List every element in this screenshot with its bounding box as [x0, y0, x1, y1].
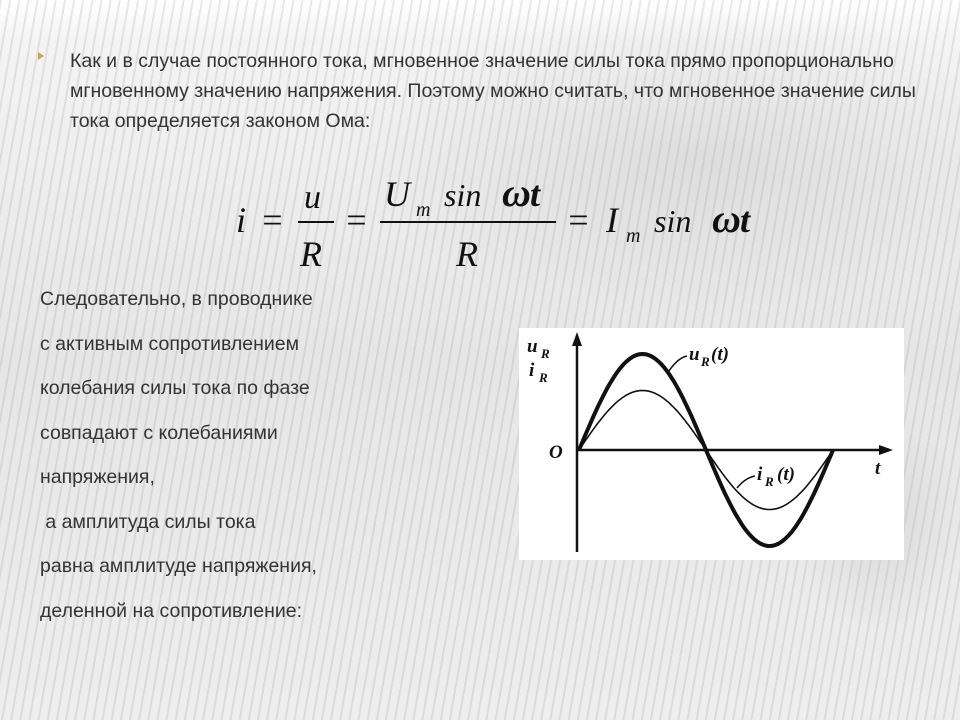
- conclusion-text: [40, 284, 520, 640]
- formula-eq-2: =: [344, 200, 369, 240]
- frac1-numerator: u: [304, 179, 321, 216]
- curve-u-label: u: [689, 344, 700, 365]
- conclusion-line: равна амплитуде напряжения,: [40, 555, 317, 577]
- conclusion-line: а амплитуда силы тока: [40, 510, 256, 533]
- curve-i-sub: R: [765, 474, 774, 489]
- formula-eq-3: =: [566, 200, 591, 240]
- conclusion-line: с активным сопротивлением: [40, 332, 300, 355]
- x-label: t: [875, 458, 881, 479]
- curve-i-label: i: [757, 464, 763, 485]
- curve-i-arg: (t): [777, 464, 795, 485]
- y-axis-arrow: [572, 332, 582, 346]
- formula-lhs: i: [236, 200, 247, 240]
- rhs-sub: m: [626, 225, 641, 247]
- bullet-arrow-icon: [38, 52, 44, 60]
- formula-eq-1: =: [260, 200, 285, 240]
- conclusion-line: Следовательно, в проводнике: [40, 288, 313, 310]
- u-label-leader: [667, 356, 687, 374]
- frac2-num-t: t: [530, 174, 541, 214]
- y-label-u-sub: R: [541, 346, 550, 361]
- ohm-law-formula: [230, 170, 770, 280]
- curve-u-arg: (t): [711, 344, 729, 365]
- voltage-current-graph: [519, 328, 904, 560]
- origin-label: O: [549, 442, 563, 463]
- curve-u-sub: R: [701, 354, 710, 369]
- frac2-num-main: U: [384, 174, 410, 214]
- x-axis-arrow: [879, 445, 893, 455]
- i-label-leader: [737, 476, 755, 488]
- y-label-i: i: [529, 360, 535, 381]
- intro-text: Как и в случае постоянного тока, мгновенное значение силы тока прямо пропорционально мгновенному значению напряжения. Поэтому можно считать, что мгновенное значение силы тока определяется законом Ома:: [70, 50, 916, 132]
- frac2-num-omega: ω: [502, 170, 531, 215]
- conclusion-line: совпадают с колебаниями: [40, 421, 278, 444]
- rhs-omega: ω: [712, 196, 741, 241]
- y-label-u: u: [527, 336, 538, 357]
- frac1-denominator: R: [300, 234, 322, 274]
- conclusion-line: напряжения,: [40, 466, 155, 488]
- frac2-num-sub: m: [416, 199, 431, 221]
- conclusion-line: колебания силы тока по фазе: [40, 377, 310, 399]
- frac2-num-fn: sin: [444, 177, 482, 213]
- rhs-t: t: [740, 200, 751, 240]
- conclusion-line: деленной на сопротивление:: [40, 599, 303, 622]
- y-label-i-sub: R: [539, 370, 548, 385]
- rhs-main: I: [606, 200, 618, 240]
- frac2-denominator: R: [456, 234, 478, 274]
- rhs-fn: sin: [654, 203, 692, 239]
